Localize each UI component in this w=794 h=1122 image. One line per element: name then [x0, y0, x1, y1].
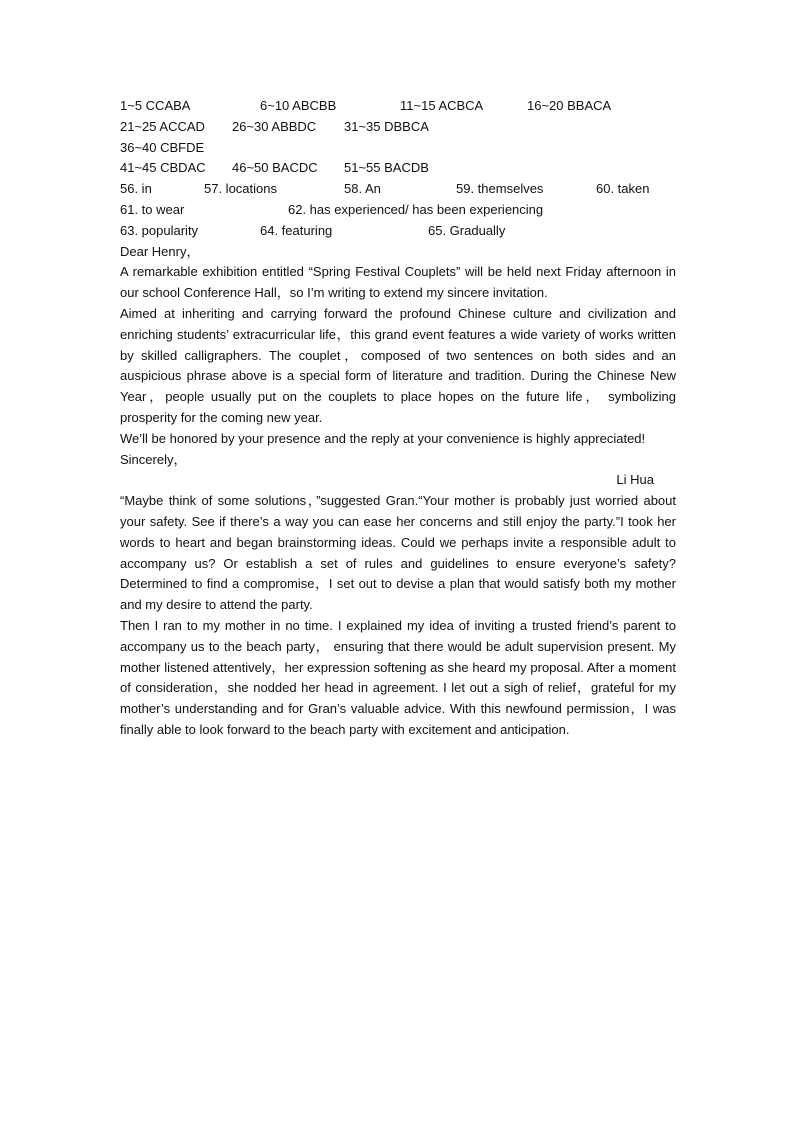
answer-row-6 — [120, 200, 676, 221]
letter-paragraph: Aimed at inheriting and carrying forward the profound Chinese culture and civilization and enriching students’ extracurricular life，this grand event features a wide variety of works written by skilled calligraphers. The couplet，composed of two sentences on both sides and an auspicious phrase above is a special form of literature and tradition. During the Chinese New Year，people usually put on the couplets to place hopes on the future life， symbolizing prosperity for the coming new year. — [120, 305, 676, 425]
answer-row-4 — [120, 158, 676, 179]
answer-item: 56. in — [120, 181, 152, 197]
answer-group: 16~20 BBACA — [527, 98, 612, 113]
letter-closing: Sincerely， — [120, 451, 187, 467]
answer-item: 65. Gradually — [428, 222, 506, 238]
answer-row-2 — [120, 117, 676, 138]
answer-group: 51~55 BACDB — [344, 160, 429, 176]
answer-group: 1~5 CCABA — [120, 98, 191, 113]
answer-item: 61. to wear — [120, 201, 185, 217]
answer-item: 57. locations — [204, 181, 277, 197]
answer-group: 36~40 CBFDE — [120, 139, 205, 155]
answer-item: 63. popularity — [120, 222, 199, 238]
letter-paragraph: We’ll be honored by your presence and the reply at your convenience is highly appreciated! — [120, 430, 646, 446]
answer-group: 11~15 ACBCA — [400, 98, 484, 113]
answer-item: 64. featuring — [260, 222, 333, 238]
answer-row-1 — [120, 96, 676, 117]
letter-signature: Li Hua — [616, 472, 654, 488]
answer-document — [120, 96, 676, 741]
answer-row-5 — [120, 179, 676, 200]
story-paragraph: “Maybe think of some solutions，”suggested Gran.“Your mother is probably just worried about your safety. See if there’s a way you can ease her concerns and still enjoy the party.”I took her words to heart and began brainstorming ideas. Could we perhaps invite a responsible adult to accompany us? Or establish a set of rules and guidelines to ensure everyone’s safety? Determined to find a compromise，I set out to devise a plan that would satisfy both my mother and my desire to attend the party. — [120, 493, 676, 613]
answer-row-7 — [120, 221, 676, 242]
answer-row-3 — [120, 138, 676, 159]
letter-salutation: Dear Henry， — [120, 243, 200, 259]
answer-group: 46~50 BACDC — [232, 160, 318, 176]
answer-group: 21~25 ACCAD — [120, 118, 205, 134]
answer-group: 31~35 DBBCA — [344, 118, 429, 134]
answer-item: 59. themselves — [456, 181, 544, 197]
story-paragraph: Then I ran to my mother in no time. I explained my idea of inviting a trusted friend’s parent to accompany us to the beach party， ensuring that there would be adult supervision present. My mother listened attentively，her expression softening as she heard my proposal. After a moment of consideration，she nodded her head in agreement. I let out a sigh of relief，grateful for my mother’s understanding and for Gran’s valuable advice. With this newfound permission，I was finally able to look forward to the beach party with excitement and anticipation. — [120, 617, 676, 737]
letter-paragraph: A remarkable exhibition entitled “Spring Festival Couplets” will be held next Friday afternoon in our school Conference Hall，so I’m writing to extend my sincere invitation. — [120, 264, 676, 301]
answer-item: 62. has experienced/ has been experiencing — [288, 201, 544, 217]
answer-item: 58. An — [344, 181, 381, 197]
answer-item: 60. taken — [596, 181, 650, 197]
answer-group: 6~10 ABCBB — [260, 98, 337, 113]
answer-group: 41~45 CBDAC — [120, 160, 206, 176]
answer-group: 26~30 ABBDC — [232, 118, 317, 134]
